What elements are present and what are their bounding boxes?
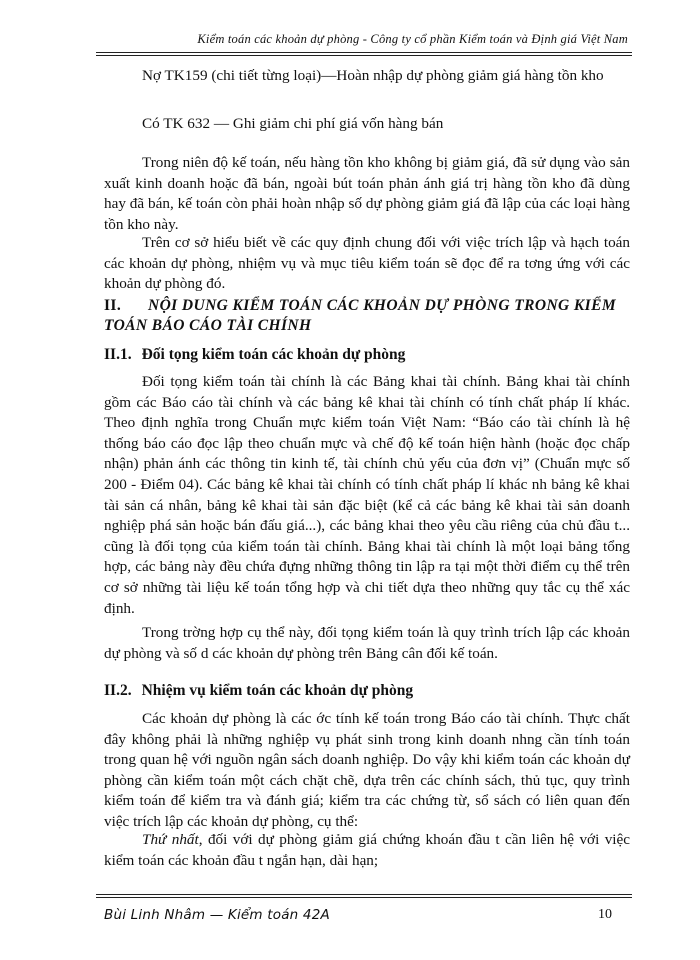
first-point-text: , đối với dự phòng giảm giá chứng khoán đầu t cần liên hệ với việc kiểm toán các khoản đầu t ngắn hạn, dài hạn;	[104, 831, 631, 869]
footer-rule-thin	[96, 894, 632, 895]
subsection-title-1: Đối tọng kiểm toán các khoản dự phòng	[141, 346, 406, 363]
page-number: 10	[598, 907, 612, 922]
footer-rule	[96, 897, 632, 898]
section-number: II.	[104, 297, 122, 314]
paragraph-first-point	[104, 830, 630, 871]
running-header: Kiểm toán các khoản dự phòng - Công ty cổ phần Kiểm toán và Định giá Việt Nam	[197, 32, 628, 46]
paragraph-reversal: Trong niên độ kế toán, nếu hàng tồn kho không bị giảm giá, đã sử dụng vào sản xuất kinh doanh hoặc đã bán, ngoài bút toán phản ánh giá trị hàng tồn kho đã dùng hay đã bán, kế toán còn phải hoàn nhập số dự phòng giảm giá đã lập của các loại hàng tồn kho này.	[104, 154, 630, 233]
header-rule-thin	[96, 55, 632, 56]
paragraph-credit-entry: Có TK 632 — Ghi giảm chi phí giá vốn hàng bán	[142, 115, 444, 132]
subsection-heading-1	[104, 345, 630, 365]
paragraph-audit-tasks: Các khoản dự phòng là các ớc tính kế toán trong Báo cáo tài chính. Thực chất đây không phải là những nghiệp vụ phát sinh trong kinh doanh nhng cần tính toán trong quan hệ với nguồn ngân sách doanh nghiệp. Do vậy khi kiểm toán các khoản dự phòng cần kiểm toán một cách chặt chẽ, dựa trên các chính sách, thủ tục, quy trình kiểm toán để kiểm tra và đánh giá; kiểm tra các chứng từ, sổ sách có liên quan đến việc trích lập các khoản dự phòng, cụ thể:	[104, 710, 630, 830]
header-rule	[96, 52, 632, 53]
section-heading	[104, 296, 630, 336]
paragraph-debit-entry: Nợ TK159 (chi tiết từng loại)—Hoàn nhập dự phòng giảm giá hàng tồn kho	[142, 67, 604, 84]
paragraph-basis: Trên cơ sở hiểu biết về các quy định chung đối với việc trích lập và hạch toán các khoản dự phòng, nhiệm vụ và mục tiêu kiểm toán sẽ đọc để ra tơng ứng với các khoản dự phòng đó.	[104, 234, 630, 293]
first-point-lead: Thứ nhất	[142, 831, 199, 848]
section-title: NỘI DUNG KIỂM TOÁN CÁC KHOẢN DỰ PHÒNG TRONG KIỂM TOÁN BÁO CÁO TÀI CHÍNH	[104, 297, 616, 334]
subsection-number-2: II.2.	[104, 682, 132, 699]
subsection-title-2: Nhiệm vụ kiểm toán các khoản dự phòng	[141, 682, 414, 699]
subsection-heading-2	[104, 681, 630, 701]
paragraph-audit-object: Đối tọng kiểm toán tài chính là các Bảng khai tài chính. Bảng khai tài chính gồm các Báo cáo tài chính và các bảng kê khai tài chính có tính chất pháp lí khác. Theo định nghĩa trong Chuẩn mực kiểm toán Việt Nam: “Báo cáo tài chính là hệ thống báo cáo đọc lập theo chuẩn mực và chế độ kế toán hiện hành (hoặc đọc chấp nhận) phản ánh các thông tin kinh tế, tài chính chủ yếu của đơn vị” (Chuẩn mực số 200 - Điểm 04). Các bảng kê khai tài chính có tính chất pháp lí khác nh bảng kê khai tài sản cá nhân, bảng kê khai tài sản đặc biệt (kể cả các bảng kê khai tài sản doanh nghiệp phá sản hoặc bán đấu giá...), các bảng khai theo yêu cầu riêng của chủ đầu t... cũng là đối tọng của kiểm toán tài chính. Bảng khai tài chính là một loại bảng tổng hợp, các bảng này đều chứa đựng những thông tin lập ra tại một thời điểm cụ thể trên cơ sở những tài liệu kế toán tổng hợp và chi tiết dựa theo những quy tắc cụ thể xác định.	[104, 373, 630, 617]
subsection-number-1: II.1.	[104, 346, 132, 363]
footer-author: Bùi Linh Nhâm — Kiểm toán 42A	[104, 907, 330, 923]
paragraph-specific-case: Trong trờng hợp cụ thể này, đối tọng kiểm toán là quy trình trích lập các khoản dự phòng và số d các khoản dự phòng trên Bảng cân đối kế toán.	[104, 624, 630, 662]
